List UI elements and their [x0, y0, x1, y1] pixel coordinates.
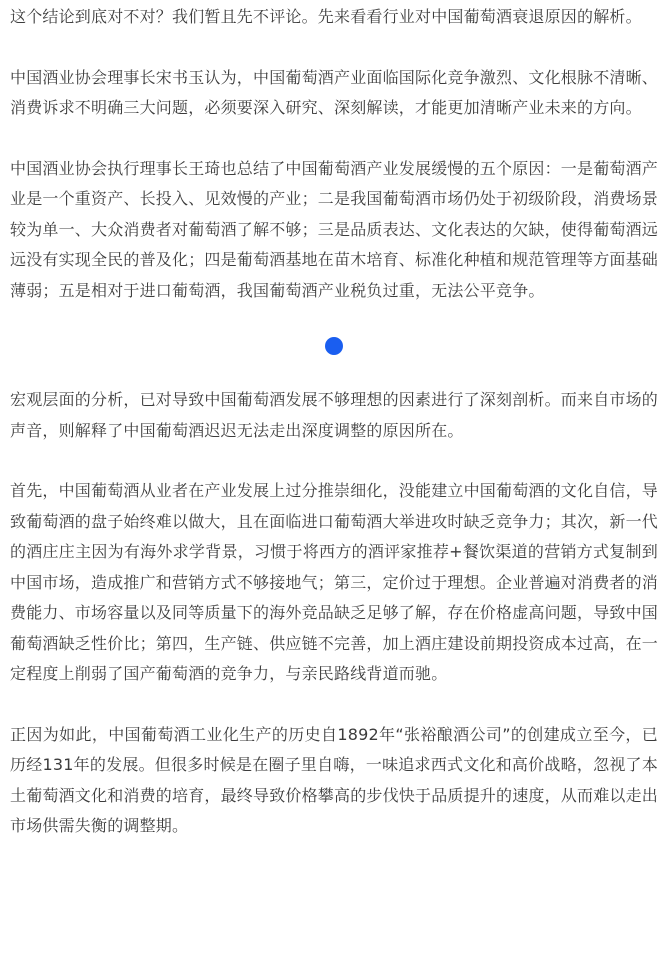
article-body — [10, 2, 658, 842]
paragraph-history: 正因为如此，中国葡萄酒工业化生产的历史自1892年“张裕酿酒公司”的创建成立至今，已历经131年的发展。但很多时候是在圈子里自嗨，一味追求西式文化和高价战略，忽视了本土葡萄酒文化和消费的培育，最终导致价格攀高的步伐快于品质提升的速度，从而难以走出市场供需失衡的调整期。 — [10, 724, 659, 835]
paragraph-market-reasons: 首先，中国葡萄酒从业者在产业发展上过分推崇细化，没能建立中国葡萄酒的文化自信，导致葡萄酒的盘子始终难以做大，且在面临进口葡萄酒大举进攻时缺乏竞争力；其次，新一代的酒庄庄主因为有海外求学背景，习惯于将西方的酒评家推荐+餐饮渠道的营销方式复制到中国市场，造成推广和营销方式不够接地气；第三，定价过于理想。企业普遍对消费者的消费能力、市场容量以及同等质量下的海外竞品缺乏足够了解，存在价格虚高问题，导致中国葡萄酒缺乏性价比；第四，生产链、供应链不完善，加上酒庄建设前期投资成本过高，在一定程度上削弱了国产葡萄酒的竞争力，与亲民路线背道而驰。 — [10, 481, 659, 683]
paragraph-intro: 这个结论到底对不对？我们暂且先不评论。先来看看行业对中国葡萄酒衰退原因的解析。 — [10, 7, 642, 26]
paragraph-wang-qi: 中国酒业协会执行理事长王琦也总结了中国葡萄酒产业发展缓慢的五个原因：一是葡萄酒产业是一个重资产、长投入、见效慢的产业；二是我国葡萄酒市场仍处于初级阶段，消费场景较为单一、大众消费者对葡萄酒了解不够；三是品质表达、文化表达的欠缺，使得葡萄酒远远没有实现全民的普及化；四是葡萄酒基地在苗木培育、标准化种植和规范管理等方面基础薄弱；五是相对于进口葡萄酒，我国葡萄酒产业税负过重，无法公平竞争。 — [10, 158, 659, 300]
blue-dot-icon — [325, 337, 343, 355]
paragraph-song-shuyu: 中国酒业协会理事长宋书玉认为，中国葡萄酒产业面临国际化竞争激烈、文化根脉不清晰、消费诉求不明确三大问题，必须要深入研究、深刻解读，才能更加清晰产业未来的方向。 — [10, 67, 659, 117]
paragraph-macro-analysis: 宏观层面的分析，已对导致中国葡萄酒发展不够理想的因素进行了深刻剖析。而来自市场的声音，则解释了中国葡萄酒迟迟无法走出深度调整的原因所在。 — [10, 390, 659, 440]
